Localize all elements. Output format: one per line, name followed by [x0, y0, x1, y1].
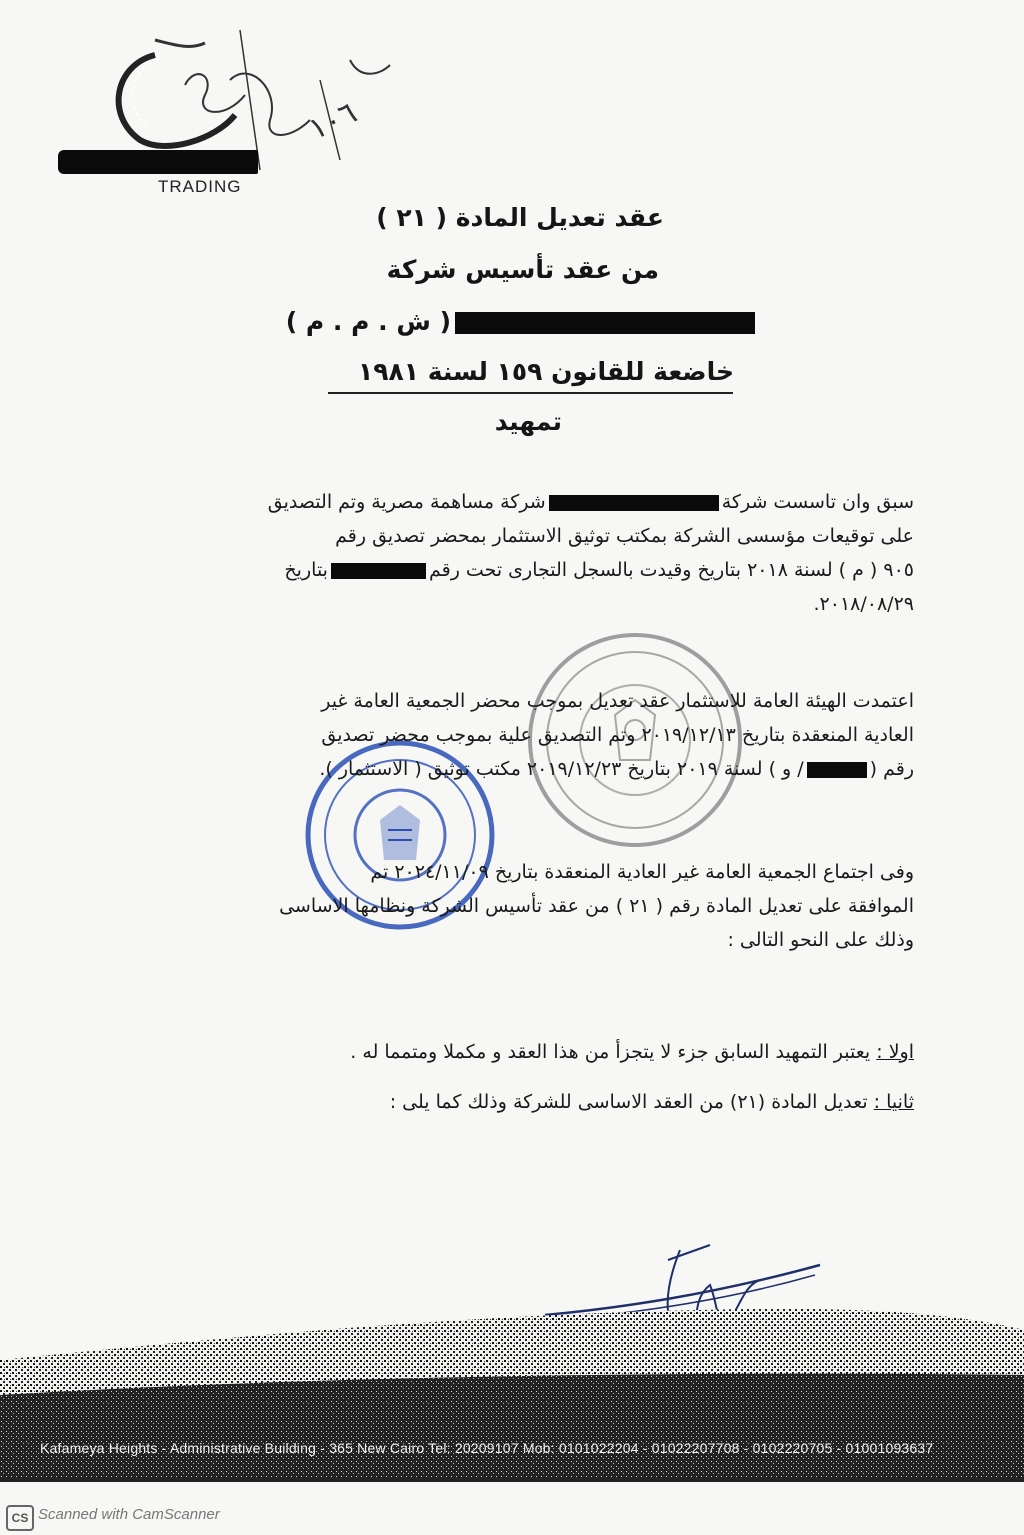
camscanner-logo-icon: CS: [6, 1505, 34, 1531]
contract-title: عقد تعديل المادة ( ٢١ ): [376, 203, 664, 232]
clause-text: يعتبر التمهيد السابق جزء لا يتجزأ من هذا العقد و مكملا ومتمما له .: [350, 1041, 871, 1063]
company-type: ( ش . م . م ): [285, 307, 451, 336]
contract-subtitle: من عقد تأسيس شركة: [386, 255, 659, 284]
footer-divider: [0, 1478, 1024, 1482]
redacted-certificate-number: [807, 762, 867, 778]
title-underline: [328, 392, 733, 394]
redacted-company-name: [58, 150, 258, 174]
paragraph-line: ٩٠٥ ( م ) لسنة ٢٠١٨ بتاريخ وقيدت بالسجل التجارى تحت رقمبتاريخ: [284, 559, 914, 581]
paragraph-line: وذلك على النحو التالى :: [727, 929, 914, 951]
paragraph-line: اعتمدت الهيئة العامة للاستثمار عقد تعديل بموجب محضر الجمعية العامة غير: [321, 690, 914, 712]
paragraph-line: الموافقة على تعديل المادة رقم ( ٢١ ) من عقد تأسيس الشركة ونظامها الاساسى: [279, 895, 914, 917]
clause-label: اولا :: [876, 1041, 914, 1063]
clause-second: [114, 1085, 914, 1119]
paragraph-line: سبق وان تاسست شركةشركة مساهمة مصرية وتم التصديق: [267, 491, 914, 513]
scanner-watermark: Scanned with CamScanner: [38, 1506, 220, 1523]
law-reference: خاضعة للقانون ١٥٩ لسنة ١٩٨١: [357, 357, 734, 386]
clause-label: ثانيا :: [873, 1091, 914, 1113]
clause-first: [114, 1035, 914, 1069]
handwritten-number: ١٠٦: [303, 95, 363, 148]
redacted-company-name: [549, 495, 719, 511]
redacted-company-name: [455, 312, 755, 334]
paragraph-line: العادية المنعقدة بتاريخ ٢٠١٩/١٢/١٣ وتم التصديق علية بموجب محضر تصديق: [321, 724, 914, 746]
paragraph-line: على توقيعات مؤسسى الشركة بمكتب توثيق الاستثمار بمحضر تصديق رقم: [335, 525, 914, 547]
paragraph-line: ٢٠١٨/٠٨/٢٩.: [813, 593, 914, 615]
redacted-registry-number: [331, 563, 426, 579]
paragraph-line: وفى اجتماع الجمعية العامة غير العادية المنعقدة بتاريخ ٢٠٢٤/١١/٠٩ تم: [370, 861, 914, 883]
paragraph-line: رقم (/ و ) لسنة ٢٠١٩ بتاريخ ٢٠١٩/١٢/٢٣ مكتب توثيق ( الاستثمار ).: [319, 758, 914, 780]
preamble-paragraph-1: [114, 485, 914, 621]
logo-subtitle: TRADING: [158, 177, 242, 196]
preamble-paragraph-2: [114, 684, 914, 786]
clause-text: تعديل المادة (٢١) من العقد الاساسى للشركة وذلك كما يلى :: [389, 1091, 868, 1113]
company-name-line: [286, 307, 759, 336]
footer-address: Kafameya Heights - Administrative Building - 365 New Cairo Tel: 20209107 Mob: 0101022204 - 01022207708 - 0102220705 - 01001093637: [40, 1440, 934, 1456]
preamble-paragraph-3: [114, 855, 914, 957]
preamble-heading: تمهيد: [494, 407, 562, 436]
